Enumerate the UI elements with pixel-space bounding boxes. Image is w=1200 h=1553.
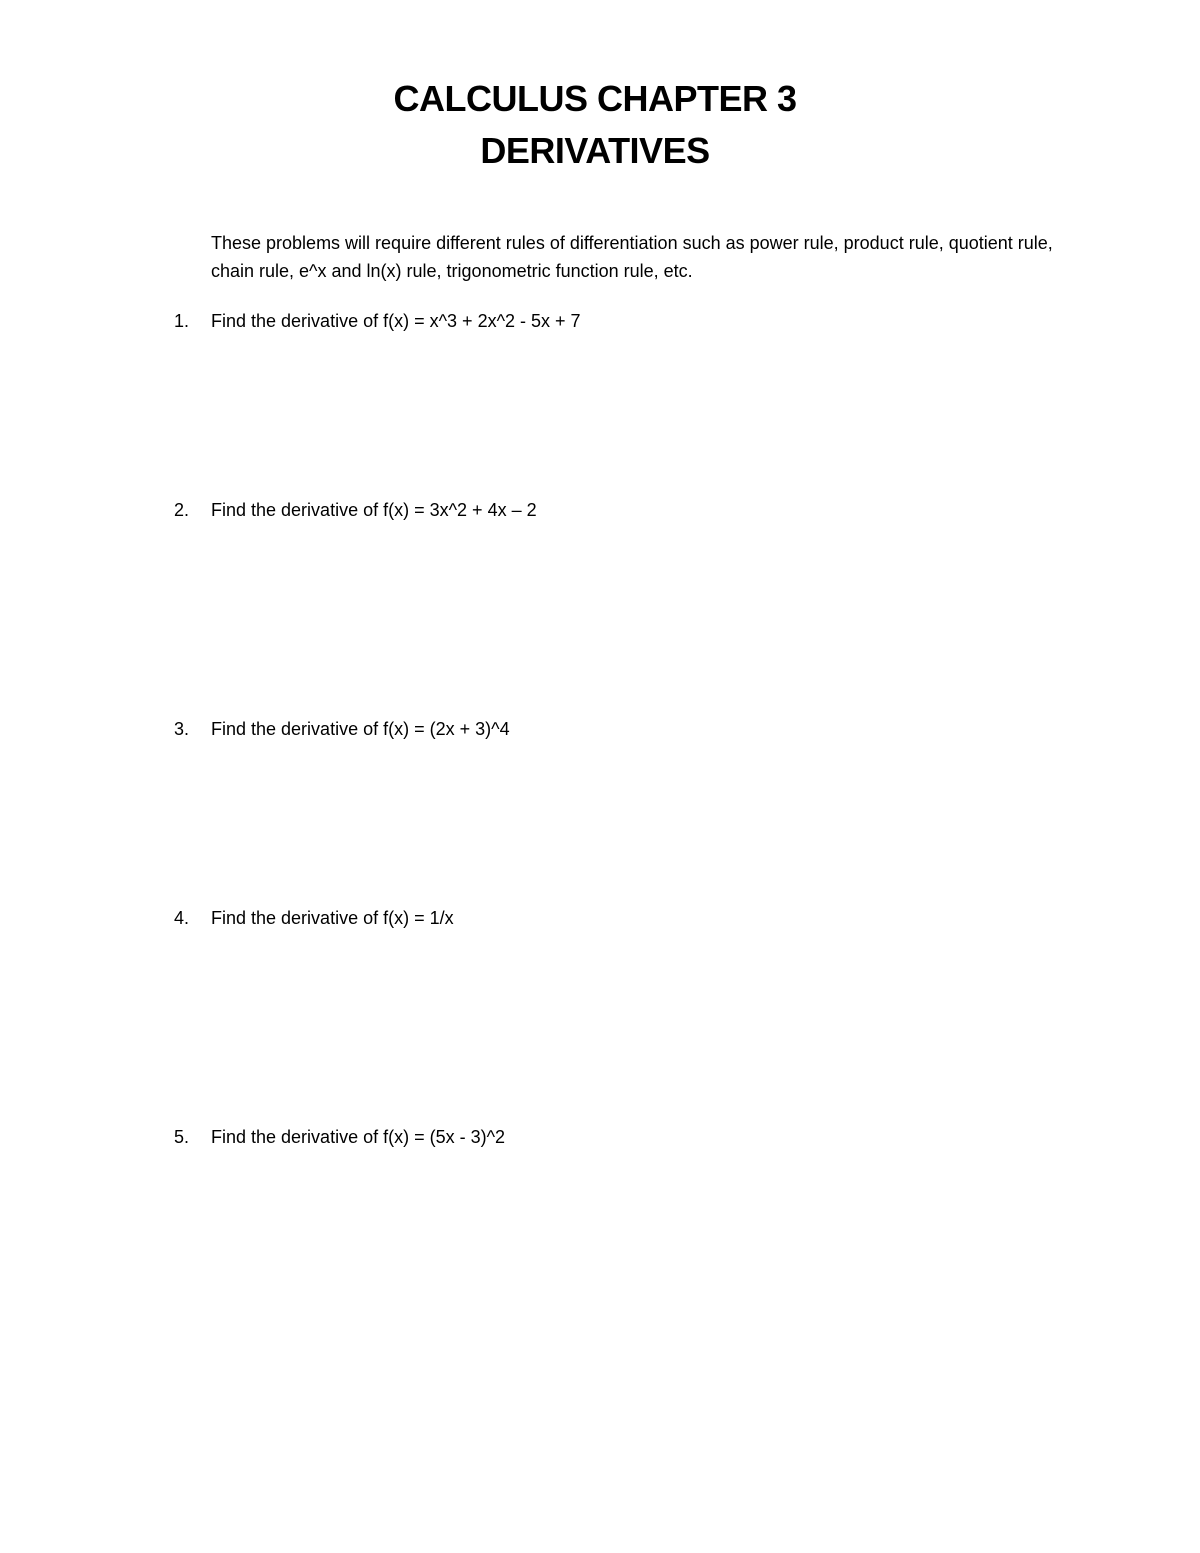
problem-text: Find the derivative of f(x) = 1/x [211, 908, 454, 928]
document-subtitle: DERIVATIVES [480, 130, 710, 171]
problem-text: Find the derivative of f(x) = (2x + 3)^4 [211, 719, 510, 739]
problem-text: Find the derivative of f(x) = x^3 + 2x^2 - 5x + 7 [211, 311, 581, 331]
problem-number: 4. [174, 908, 190, 928]
problem-number: 2. [174, 500, 190, 520]
problem-number: 1. [174, 311, 190, 331]
problem-item [0, 307, 1200, 335]
problem-text: Find the derivative of f(x) = (5x - 3)^2 [211, 1127, 506, 1147]
problem-item [0, 496, 1200, 524]
intro-paragraph: These problems will require different rules of differentiation such as power rule, product rule, quotient rule, chain rule, e^x and ln(x) rule, trigonometric function rule, etc. [211, 233, 1053, 281]
problem-item [0, 904, 1200, 932]
problem-item [0, 1123, 1200, 1151]
problem-text: Find the derivative of f(x) = 3x^2 + 4x – 2 [211, 500, 537, 520]
problem-number: 5. [174, 1127, 190, 1147]
document-title: CALCULUS CHAPTER 3 [393, 78, 797, 119]
problem-item [0, 715, 1200, 743]
problem-number: 3. [174, 719, 190, 739]
